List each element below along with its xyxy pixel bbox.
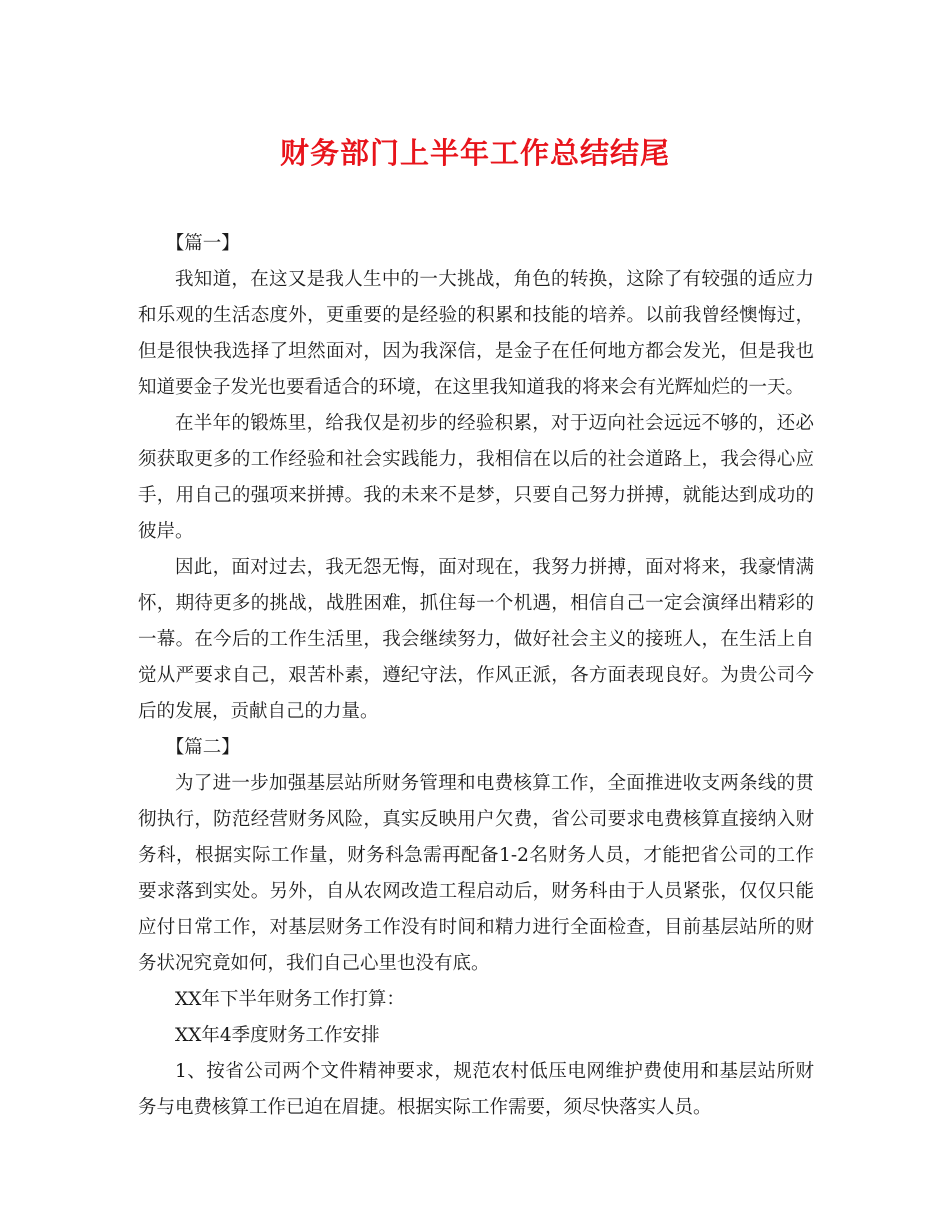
paragraph: 因此，面对过去，我无怨无悔，面对现在，我努力拼搏，面对将来，我豪情满怀，期待更多的挑战，战胜困难，抓住每一个机遇，相信自己一定会演绎出精彩的一幕。在今后的工作生活里，我会继续努力，做好社会主义的接班人，在生活上自觉从严要求自己，艰苦朴素，遵纪守法，作风正派，各方面表现良好。为贵公司今后的发展，贡献自己的力量。 <box>138 557 814 722</box>
section-heading-1: 【篇一】 <box>165 233 240 254</box>
paragraph: 为了进一步加强基层站所财务管理和电费核算工作，全面推进收支两条线的贯彻执行，防范经营财务风险，真实反映用户欠费，省公司要求电费核算直接纳入财务科，根据实际工作量，财务科急需再配备1-2名财务人员，才能把省公司的工作要求落到实处。另外，自从农网改造工程启动后，财务科由于人员紧张，仅仅只能应付日常工作，对基层财务工作没有时间和精力进行全面检查，目前基层站所的财务状况究竟如何，我们自己心里也没有底。 <box>138 773 814 974</box>
paragraph: 在半年的锻炼里，给我仅是初步的经验积累，对于迈向社会远远不够的，还必须获取更多的工作经验和社会实践能力，我相信在以后的社会道路上，我会得心应手，用自己的强项来拼搏。我的未来不是梦，只要自己努力拼搏，就能达到成功的彼岸。 <box>138 413 814 542</box>
plan-heading: XX年下半年财务工作打算： <box>175 989 405 1010</box>
list-item: 1、按省公司两个文件精神要求，规范农村低压电网维护费使用和基层站所财务与电费核算工作已迫在眉捷。根据实际工作需要，须尽快落实人员。 <box>138 1061 814 1118</box>
document-body <box>138 226 814 1126</box>
paragraph: 我知道，在这又是我人生中的一大挑战，角色的转换，这除了有较强的适应力和乐观的生活态度外，更重要的是经验的积累和技能的培养。以前我曾经懊悔过，但是很快我选择了坦然面对，因为我深信，是金子在任何地方都会发光，但是我也知道要金子发光也要看适合的环境，在这里我知道我的将来会有光辉灿烂的一天。 <box>138 269 814 398</box>
document-title: 财务部门上半年工作总结结尾 <box>279 136 670 170</box>
quarter-plan-heading: XX年4季度财务工作安排 <box>175 1025 380 1046</box>
section-heading-2: 【篇二】 <box>165 737 240 758</box>
